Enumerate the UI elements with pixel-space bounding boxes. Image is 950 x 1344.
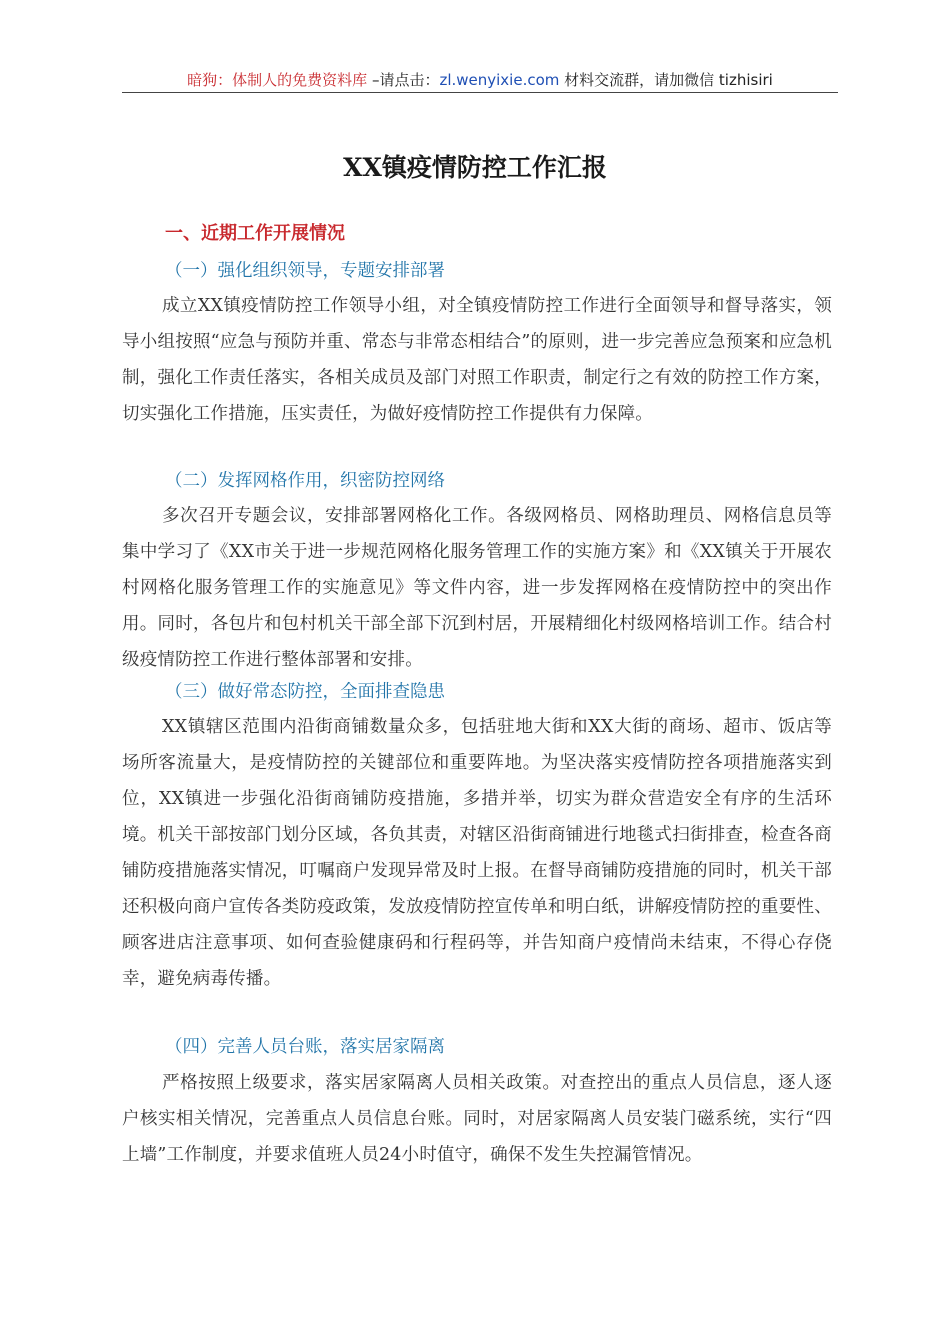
header-contact: 材料交流群，请加微信 tizhisiri <box>559 71 773 89</box>
subsection-heading-1: （一）强化组织领导，专题安排部署 <box>165 261 445 281</box>
paragraph-1: 成立XX镇疫情防控工作领导小组，对全镇疫情防控工作进行全面领导和督导落实，领导小组按照“应急与预防并重、常态与非常态相结合”的原则，进一步完善应急预案和应急机制，强化工作责任落实，各相关成员及部门对照工作职责，制定行之有效的防控工作方案，切实强化工作措施，压实责任，为做好疫情防控工作提供有力保障。 <box>122 296 832 424</box>
document-title: XX镇疫情防控工作汇报 <box>343 153 607 182</box>
paragraph-3: XX镇辖区范围内沿街商铺数量众多，包括驻地大街和XX大街的商场、超市、饭店等场所客流量大，是疫情防控的关键部位和重要阵地。为坚决落实疫情防控各项措施落实到位，XX镇进一步强化沿街商铺防疫措施，多措并举，切实为群众营造安全有序的生活环境。机关干部按部门划分区域，各负其责，对辖区沿街商铺进行地毯式扫街排查，检查各商铺防疫措施落实情况，叮嘱商户发现异常及时上报。在督导商铺防疫措施的同时，机关干部还积极向商户宣传各类防疫政策，发放疫情防控宣传单和明白纸，讲解疫情防控的重要性、顾客进店注意事项、如何查验健康码和行程码等，并告知商户疫情尚未结束，不得心存侥幸，避免病毒传播。 <box>122 717 832 989</box>
header-banner <box>122 70 838 90</box>
header-click-prefix: –请点击： <box>367 71 440 89</box>
paragraph-2: 多次召开专题会议，安排部署网格化工作。各级网格员、网格助理员、网格信息员等集中学习了《XX市关于进一步规范网格化服务管理工作的实施方案》和《XX镇关于开展农村网格化服务管理工作的实施意见》等文件内容，进一步发挥网格在疫情防控中的突出作用。同时，各包片和包村机关干部全部下沉到村居，开展精细化村级网格培训工作。结合村级疫情防控工作进行整体部署和安排。 <box>122 506 832 670</box>
subsection-heading-4: （四）完善人员台账，落实居家隔离 <box>165 1037 445 1057</box>
paragraph-4: 严格按照上级要求，落实居家隔离人员相关政策。对查控出的重点人员信息，逐人逐户核实相关情况，完善重点人员信息台账。同时，对居家隔离人员安装门磁系统，实行“四上墙”工作制度，并要求值班人员24小时值守，确保不发生失控漏管情况。 <box>122 1073 832 1165</box>
header-url-link[interactable]: zl.wenyixie.com <box>439 71 560 89</box>
header-brand: 暗狗：体制人的免费资料库 <box>187 71 368 89</box>
subsection-heading-2: （二）发挥网格作用，织密防控网络 <box>165 471 445 491</box>
subsection-heading-3: （三）做好常态防控，全面排查隐患 <box>165 682 445 702</box>
page-header <box>122 64 838 93</box>
section-heading-1: 一、近期工作开展情况 <box>165 223 345 244</box>
